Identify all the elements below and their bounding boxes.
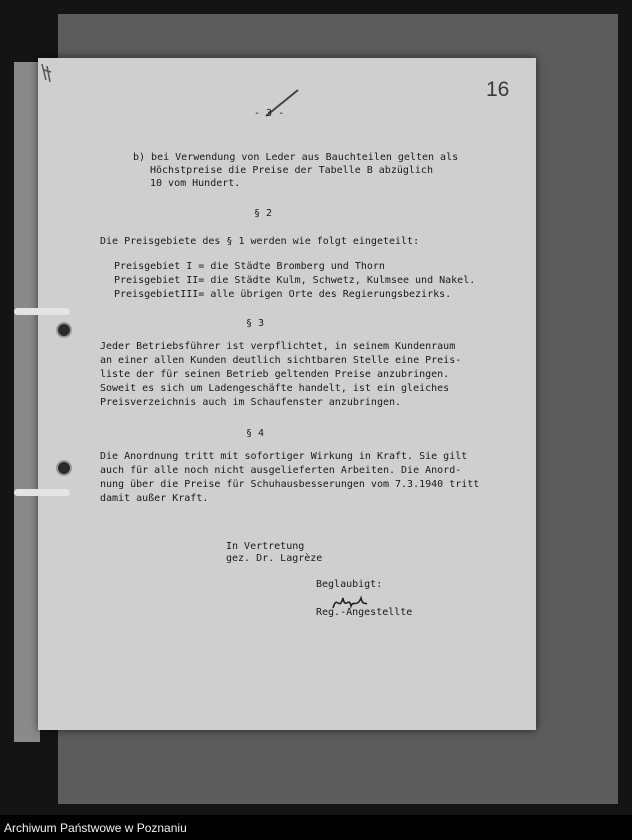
- section-3-line-5: Preisverzeichnis auch im Schaufenster anzubringen.: [100, 397, 402, 408]
- punch-hole-bottom: [56, 460, 72, 476]
- archive-name: Archiwum Państwowe w Poznaniu: [4, 821, 187, 835]
- binder-clip-top: [14, 308, 70, 315]
- section-4-line-3: nung über die Preise für Schuhausbesserungen vom 7.3.1940 tritt: [100, 479, 480, 490]
- item-b-line-1: b) bei Verwendung von Leder aus Bauchteilen gelten als: [133, 152, 459, 163]
- binder-clip-bottom: [14, 489, 70, 496]
- certified-by: Reg.-Angestellte: [316, 607, 413, 618]
- archive-footer: [0, 815, 632, 840]
- price-area-2: Preisgebiet II= die Städte Kulm, Schwetz, Kulmsee und Nakel.: [114, 275, 476, 286]
- certified-label: Beglaubigt:: [316, 579, 383, 590]
- item-b-line-2: Höchstpreise die Preise der Tabelle B abzüglich: [150, 165, 433, 176]
- section-3-line-4: Soweit es sich um Ladengeschäfte handelt, ist ein gleiches: [100, 383, 450, 394]
- price-area-1: Preisgebiet I = die Städte Bromberg und Thorn: [114, 261, 385, 272]
- section-3-line-2: an einer allen Kunden deutlich sichtbaren Stelle eine Preis-: [100, 355, 462, 366]
- punch-hole-top: [56, 322, 72, 338]
- section-2-intro: Die Preisgebiete des § 1 werden wie folgt eingeteilt:: [100, 236, 420, 247]
- section-3-line-3: liste der für seinen Betrieb geltenden Preise anzubringen.: [100, 369, 450, 380]
- section-4-line-1: Die Anordnung tritt mit sofortiger Wirkung in Kraft. Sie gilt: [100, 451, 468, 462]
- signature-line-2: gez. Dr. Lagrèze: [226, 553, 323, 564]
- binder-edge: [14, 62, 40, 742]
- corner-handwriting-mark: [38, 60, 56, 88]
- item-b-line-3: 10 vom Hundert.: [150, 178, 241, 189]
- price-area-3: PreisgebietIII= alle übrigen Orte des Regierungsbezirks.: [114, 289, 452, 300]
- section-3-line-1: Jeder Betriebsführer ist verpflichtet, in seinem Kundenraum: [100, 341, 456, 352]
- signature-line-1: In Vertretung: [226, 541, 305, 552]
- section-4-line-2: auch für alle noch nicht ausgelieferten Arbeiten. Die Anord-: [100, 465, 462, 476]
- section-4-line-4: damit außer Kraft.: [100, 493, 209, 504]
- section-2-heading: § 2: [254, 208, 273, 219]
- handwritten-page-number: 16: [486, 78, 510, 101]
- page-marker: - 3 -: [254, 108, 285, 119]
- section-3-heading: § 3: [246, 318, 265, 329]
- section-4-heading: § 4: [246, 428, 265, 439]
